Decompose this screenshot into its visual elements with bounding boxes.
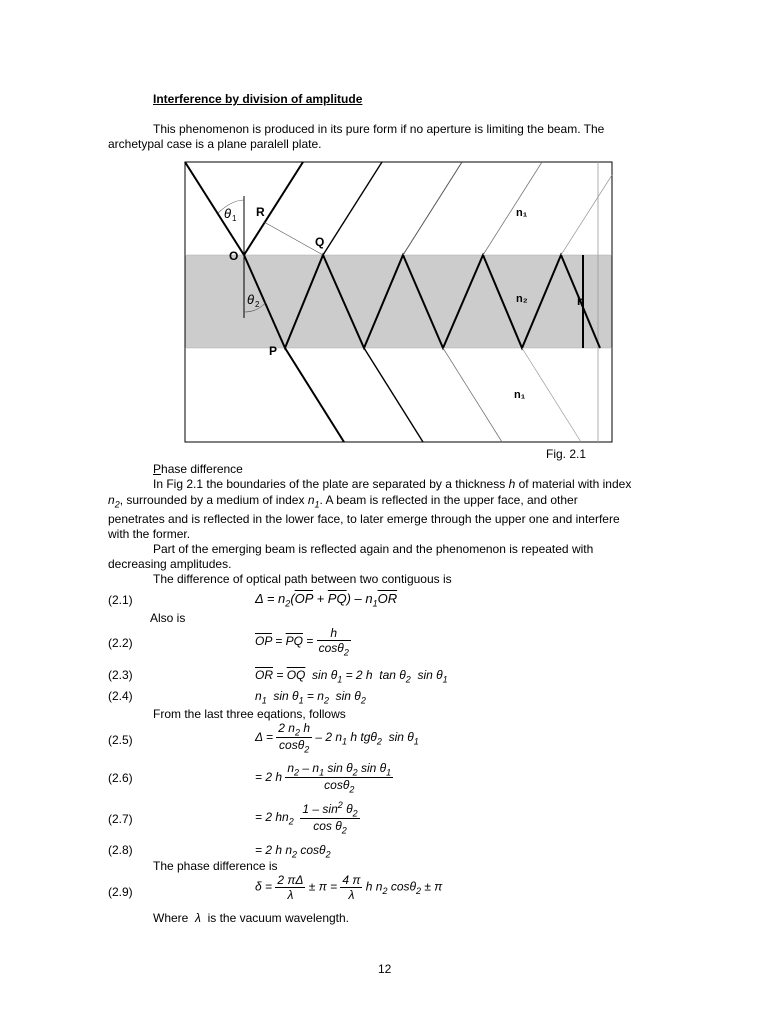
- eq-2-5: Δ = $\frac{2 n_2 h}{\cos\theta_2}$ – 2 $n_1$ h tgθ$_2$ $\sin \theta_1$: [255, 721, 419, 755]
- eq-2-5-label: (2.5): [108, 733, 133, 747]
- eq-2-7: = 2 $hn_2$ $\frac{1 - \sin^2 \theta_2}{\cos \theta_2}$: [255, 800, 358, 836]
- para2-line1: Part of the emerging beam is reflected again and the phenomenon is repeated with: [153, 542, 594, 556]
- where-lambda: λ: [195, 911, 201, 925]
- emerging-ray-2: [323, 162, 382, 255]
- para1-l1a: In Fig 2.1 the boundaries of the plate are separated by a thickness: [153, 477, 506, 491]
- emerging-ray-5: [561, 175, 612, 255]
- eq-2-7-label: (2.7): [108, 812, 133, 826]
- label-theta2-sub: 2: [255, 300, 260, 309]
- intro-line-1: This phenomenon is produced in its pure form if no aperture is limiting the beam. The: [153, 122, 605, 136]
- eq-2-1-label: (2.1): [108, 593, 133, 607]
- label-R: R: [256, 205, 265, 219]
- transmitted-ray-3: [443, 348, 502, 442]
- label-h: h: [577, 294, 585, 308]
- eq-2-2-label: (2.2): [108, 636, 133, 650]
- para1-l1c: of material with index: [518, 477, 632, 491]
- where-a: Where: [153, 911, 189, 925]
- also-is: Also is: [150, 611, 186, 625]
- label-theta1: θ: [224, 206, 232, 221]
- para1-l2c: , surrounded by a medium of index: [119, 493, 305, 507]
- para1-n1-sub: 1: [314, 499, 320, 510]
- emerging-ray-3: [403, 162, 462, 255]
- para1-l2f: . A beam is reflected in the upper face, and other: [319, 493, 578, 507]
- label-Q: Q: [315, 235, 325, 249]
- phase-heading: [153, 462, 243, 476]
- eq-2-6: = 2 h $\frac{n_2 - n_1 \sin \theta_2 \sin \theta_1}{\cos\theta_2}$: [255, 761, 392, 795]
- para1-n1: n: [307, 493, 315, 507]
- label-theta1-sub: 1: [232, 214, 237, 223]
- para1-h: h: [508, 477, 516, 491]
- phase-heading-rest: hase difference: [161, 462, 243, 476]
- reflected-ray-1: [244, 162, 303, 255]
- para1-line1: [153, 477, 631, 491]
- transmitted-ray-4: [522, 348, 581, 442]
- label-n1-bottom: n₁: [514, 389, 526, 401]
- section-title: Interference by division of amplitude: [153, 92, 363, 106]
- para2-line3: The difference of optical path between two contiguous is: [153, 572, 452, 586]
- phase-heading-initial: P: [153, 462, 162, 476]
- page-number: 12: [378, 962, 392, 976]
- emerging-ray-4: [483, 162, 542, 255]
- label-theta2: θ: [247, 292, 255, 307]
- eq-2-3-label: (2.3): [108, 668, 133, 682]
- label-n1-top: n₁: [516, 207, 528, 219]
- transmitted-ray-2: [364, 348, 423, 442]
- transmitted-ray-1: [285, 348, 344, 442]
- eq-2-9: δ = $\frac{2 \pi\Delta}{\lambda}$ ± π = $\frac{4 \pi}{\lambda}$ h $n_2$ cosθ$_2$ ± π: [255, 873, 443, 902]
- eq-2-6-label: (2.6): [108, 771, 133, 785]
- where-c: is the vacuum wavelength.: [207, 911, 350, 925]
- para2-line2: decreasing amplitudes.: [108, 557, 232, 571]
- label-P: P: [269, 344, 278, 358]
- eq-2-1: $\Delta = n_2(\overline{OP} + \overline{PQ}) - n_1\overline{OR}$: [255, 591, 398, 609]
- label-n2: n₂: [516, 293, 528, 305]
- para1-n-sub: 2: [114, 499, 120, 510]
- eq-2-4: $n_1$ $\sin \theta_1 = n_2$ $\sin \theta_2$: [255, 689, 366, 706]
- incident-ray: [185, 162, 244, 255]
- eq-2-8-label: (2.8): [108, 843, 133, 857]
- label-O: O: [229, 249, 239, 263]
- para1-line4: with the former.: [108, 527, 191, 541]
- eq-2-2: $\overline{OP} = \overline{PQ}$ = $\frac{h}{\cos\theta_2}$: [255, 626, 349, 658]
- from-last-three: From the last three eqations, follows: [153, 707, 346, 721]
- where-line: [153, 911, 349, 925]
- phase-difference-is: The phase difference is: [153, 859, 278, 873]
- para1-line2: [108, 493, 578, 509]
- para1-n: n: [108, 493, 115, 507]
- eq-2-9-label: (2.9): [108, 885, 133, 899]
- figure-caption: Fig. 2.1: [546, 447, 587, 461]
- eq-2-3: $\overline{OR} = \overline{OQ}$ $\sin \theta_1 = 2$ h $\tan \theta_2$ $\sin \theta_1$: [255, 668, 448, 685]
- figure-2-1: [0, 0, 768, 460]
- para1-line3: penetrates and is reflected in the lower face, to later emerge through the upper one and interfere: [108, 512, 620, 526]
- intro-line-2: archetypal case is a plane paralell plate.: [108, 137, 322, 151]
- eq-2-8: = 2 h $n_2$ cosθ$_2$: [255, 843, 331, 860]
- eq-2-4-label: (2.4): [108, 689, 133, 703]
